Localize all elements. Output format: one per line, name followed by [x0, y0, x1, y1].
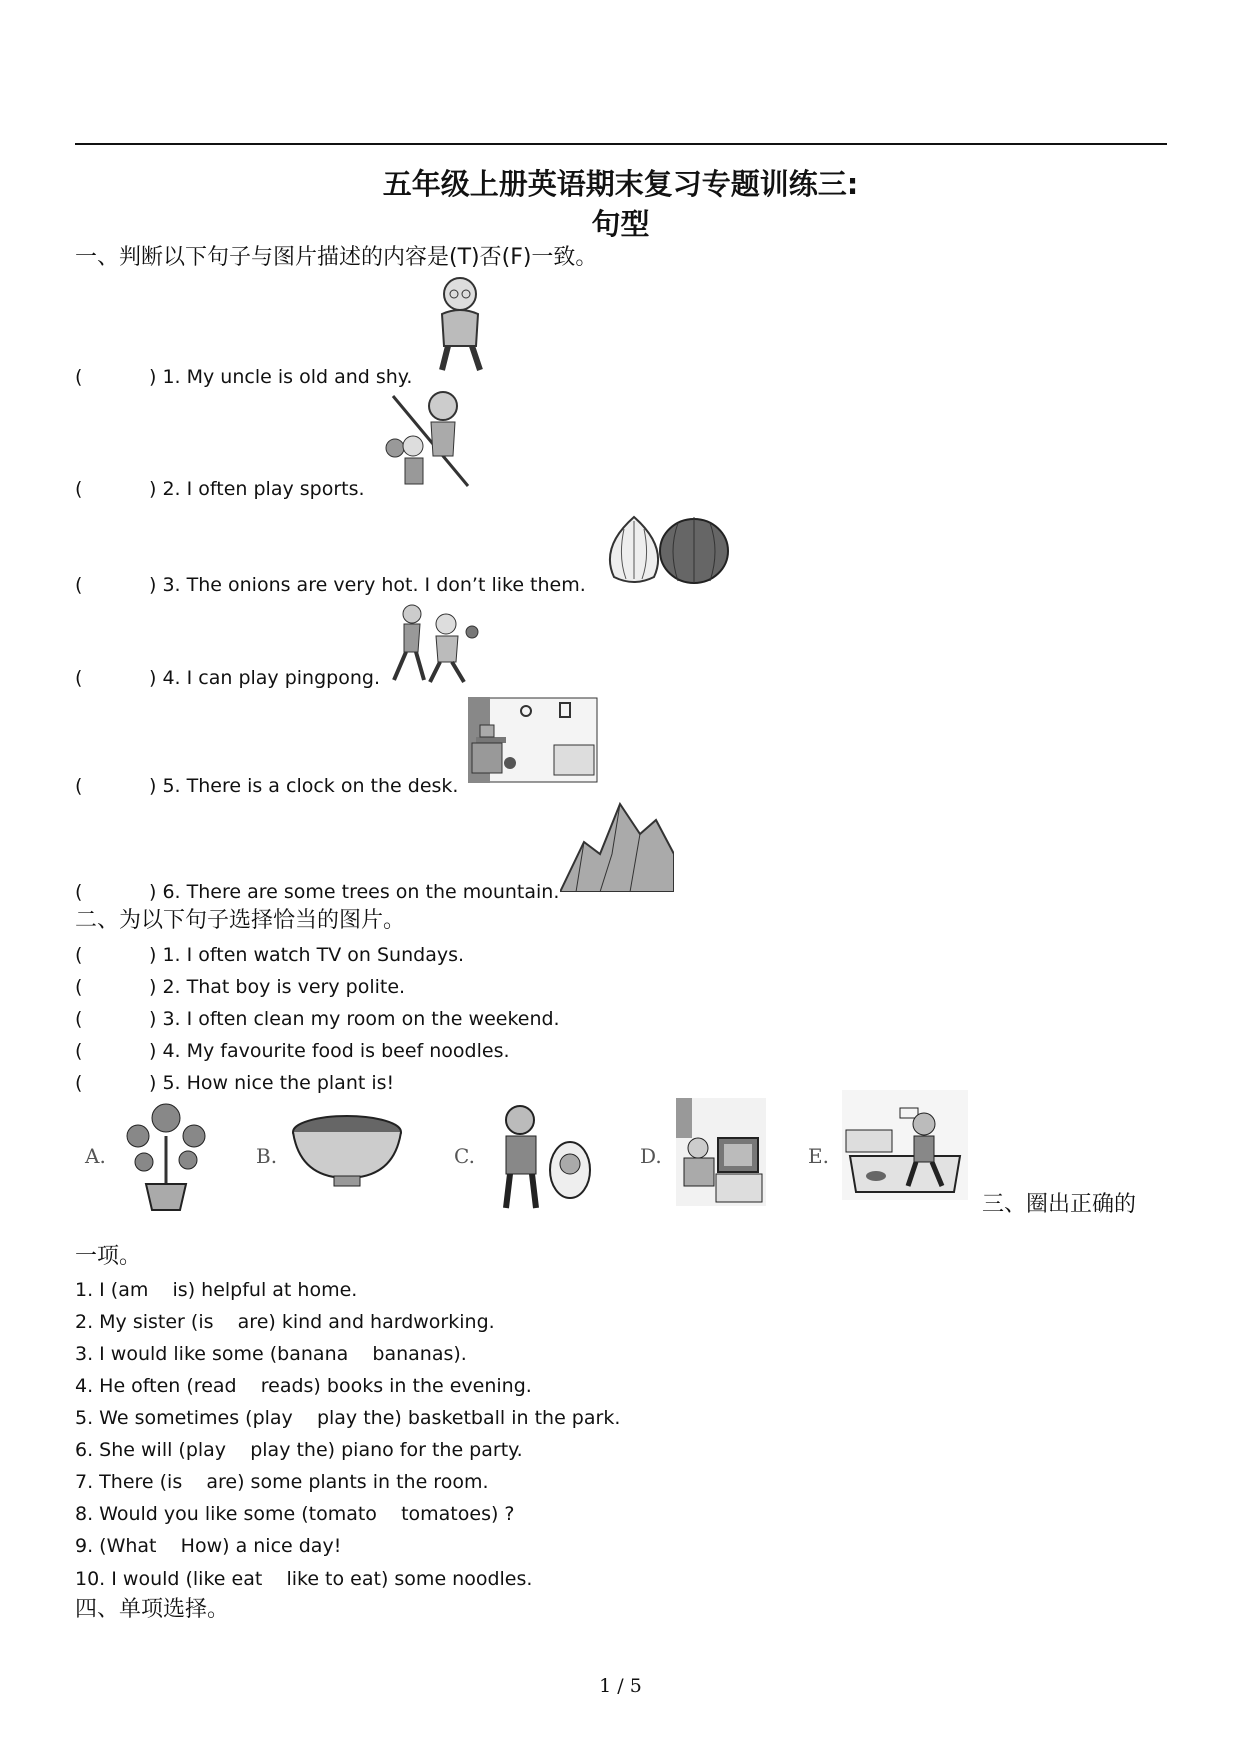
question-number: ) 4.	[149, 1040, 181, 1062]
question-number: ) 1.	[149, 366, 181, 388]
answer-blank[interactable]: (	[75, 1072, 83, 1094]
picture-label-b: B.	[256, 1144, 278, 1168]
picture-label-e: E.	[808, 1144, 829, 1168]
s1-question-6	[75, 879, 559, 905]
basketball-girl-icon	[373, 386, 483, 494]
question-text: That boy is very polite.	[180, 976, 406, 998]
s2-question-5	[75, 1070, 394, 1096]
s3-item-7[interactable]: 7. There (is are) some plants in the room.	[75, 1471, 489, 1493]
man-figure-icon	[428, 274, 492, 378]
section2-heading: 二、为以下句子选择恰当的图片。	[75, 908, 406, 933]
question-text: I often play sports.	[180, 478, 365, 500]
question-text: I often watch TV on Sundays.	[180, 944, 465, 966]
s1-question-2	[75, 476, 365, 502]
s1-question-3	[75, 572, 586, 598]
noodle-bowl-icon	[290, 1112, 404, 1190]
section3-heading: 三、圈出正确的	[982, 1192, 1137, 1217]
picture-label-a: A.	[85, 1144, 106, 1168]
plant-icon	[120, 1096, 212, 1214]
s2-question-3	[75, 1006, 560, 1032]
mountain-icon	[560, 794, 674, 892]
s3-item-2[interactable]: 2. My sister (is are) kind and hardworking.	[75, 1311, 495, 1333]
answer-blank[interactable]: (	[75, 976, 83, 998]
answer-blank[interactable]: (	[75, 366, 83, 388]
section3-heading-continued: 一项。	[75, 1244, 142, 1269]
answer-blank[interactable]: (	[75, 478, 83, 500]
question-text: The onions are very hot. I don’t like them.	[180, 574, 586, 596]
question-text: My uncle is old and shy.	[180, 366, 413, 388]
answer-blank[interactable]: (	[75, 881, 83, 903]
question-number: ) 5.	[149, 775, 181, 797]
s3-item-3[interactable]: 3. I would like some (banana bananas).	[75, 1343, 467, 1365]
question-number: ) 2.	[149, 976, 181, 998]
s2-question-1	[75, 942, 464, 968]
answer-blank[interactable]: (	[75, 667, 83, 689]
question-number: ) 6.	[149, 881, 181, 903]
question-text: I can play pingpong.	[180, 667, 380, 689]
answer-blank[interactable]: (	[75, 574, 83, 596]
s1-question-1	[75, 364, 412, 390]
answer-blank[interactable]: (	[75, 1040, 83, 1062]
question-text: My favourite food is beef noodles.	[180, 1040, 510, 1062]
question-number: ) 2.	[149, 478, 181, 500]
s1-question-5	[75, 773, 458, 799]
s3-item-10[interactable]: 10. I would (like eat like to eat) some noodles.	[75, 1568, 533, 1590]
answer-blank[interactable]: (	[75, 944, 83, 966]
answer-blank[interactable]: (	[75, 775, 83, 797]
question-number: ) 5.	[149, 1072, 181, 1094]
s2-question-4	[75, 1038, 510, 1064]
worksheet-title: 五年级上册英语期末复习专题训练三:	[382, 167, 859, 201]
question-number: ) 1.	[149, 944, 181, 966]
picture-label-d: D.	[640, 1144, 662, 1168]
question-number: ) 3.	[149, 574, 181, 596]
room-cleaning-icon	[842, 1090, 968, 1200]
s2-question-2	[75, 974, 405, 1000]
worksheet-subtitle: 句型	[591, 207, 650, 241]
s3-item-4[interactable]: 4. He often (read reads) books in the evening.	[75, 1375, 532, 1397]
header-rule	[75, 143, 1167, 145]
section4-heading: 四、单项选择。	[75, 1597, 230, 1622]
s3-item-6[interactable]: 6. She will (play play the) piano for the party.	[75, 1439, 523, 1461]
s3-item-9[interactable]: 9. (What How) a nice day!	[75, 1535, 342, 1557]
s3-item-8[interactable]: 8. Would you like some (tomato tomatoes) ?	[75, 1503, 515, 1525]
s3-item-5[interactable]: 5. We sometimes (play play the) basketball in the park.	[75, 1407, 621, 1429]
bedroom-icon	[468, 697, 598, 783]
question-text: There is a clock on the desk.	[180, 775, 459, 797]
s1-question-4	[75, 665, 380, 691]
section1-heading: 一、判断以下句子与图片描述的内容是(T)否(F)一致。	[75, 245, 598, 270]
tv-watching-icon	[676, 1098, 766, 1206]
basketball-players-icon	[380, 602, 490, 686]
boy-mirror-icon	[490, 1100, 594, 1212]
onion-icon	[598, 507, 730, 587]
question-text: There are some trees on the mountain.	[180, 881, 560, 903]
question-text: I often clean my room on the weekend.	[180, 1008, 560, 1030]
picture-label-c: C.	[454, 1144, 475, 1168]
question-text: How nice the plant is!	[180, 1072, 395, 1094]
s3-item-1[interactable]: 1. I (am is) helpful at home.	[75, 1279, 358, 1301]
question-number: ) 3.	[149, 1008, 181, 1030]
answer-blank[interactable]: (	[75, 1008, 83, 1030]
question-number: ) 4.	[149, 667, 181, 689]
page-number: 1 / 5	[599, 1675, 642, 1697]
